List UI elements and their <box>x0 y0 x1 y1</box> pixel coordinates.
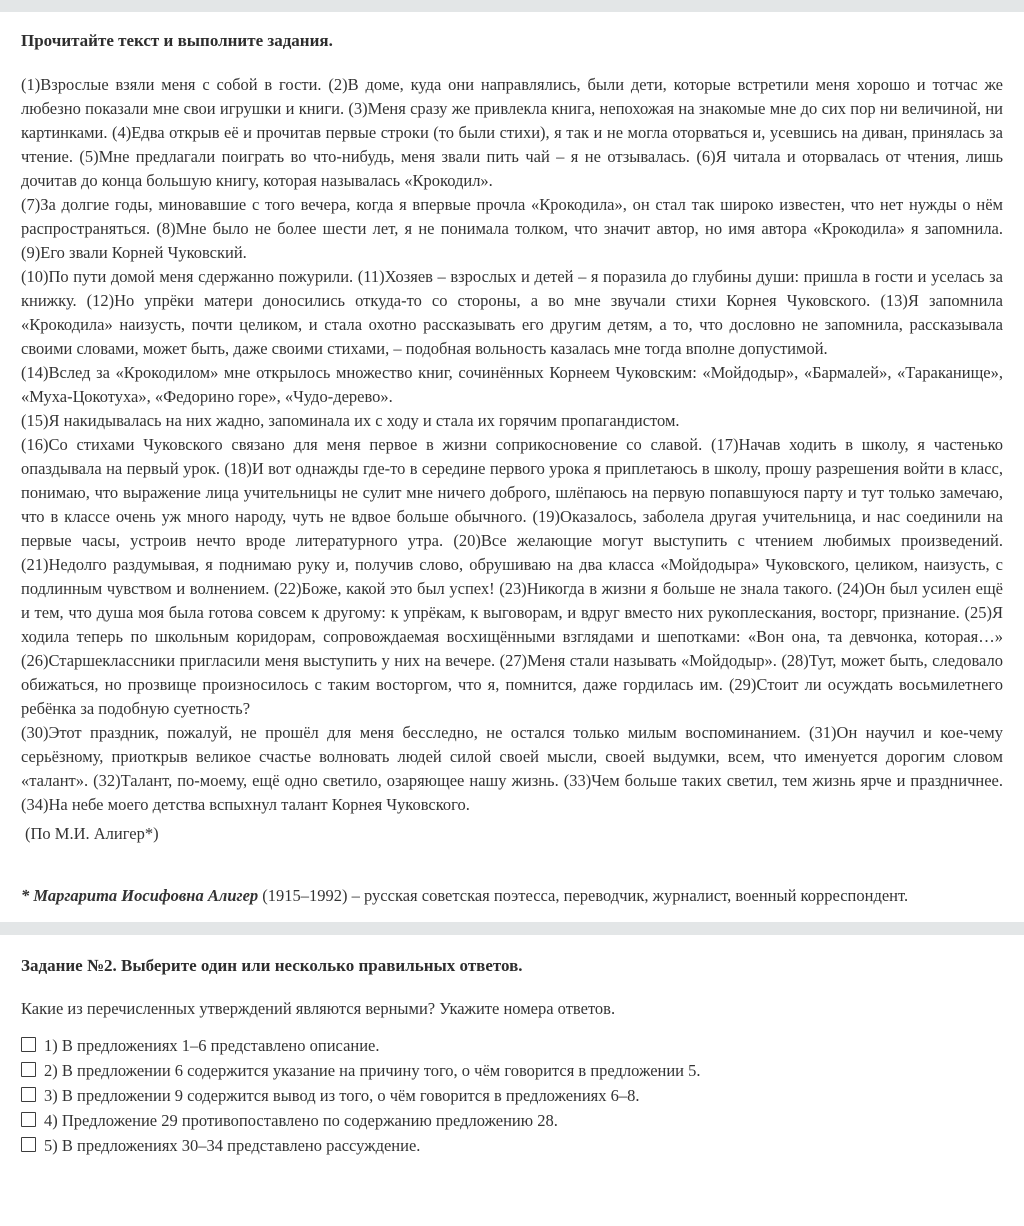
passage-paragraph-5: (15)Я накидывалась на них жадно, запоминала их с ходу и стала их горячим пропагандистом. <box>21 411 680 430</box>
passage-paragraph-7: (30)Этот праздник, пожалуй, не прошёл для меня бесследно, не остался только милым воспоминанием. (31)Он научил и кое-чему серьёзному, приоткрыв великое счастье волновать людей силой своей мысли, своей выдумки, всем, что именуется дорогим словом «талант». (32)Талант, по-моему, ещё одно светило, озаряющее нашу жизнь. (33)Чем больше таких светил, тем жизнь ярче и праздничнее. (34)На небе моего детства вспыхнул талант Корнея Чуковского. <box>21 723 1003 814</box>
checkbox-icon[interactable] <box>21 1112 36 1127</box>
passage-section <box>0 30 1024 922</box>
checkbox-icon[interactable] <box>21 1062 36 1077</box>
footnote-author: * Маргарита Иосифовна Алигер <box>21 886 259 905</box>
option-label-3: 3) В предложении 9 содержится вывод из того, о чём говорится в предложениях 6–8. <box>44 1086 640 1105</box>
passage-paragraph-2: (7)За долгие годы, миновавшие с того вечера, когда я впервые прочла «Крокодила», он стал так широко известен, что нет нужды о нём распространяться. (8)Мне было не более шести лет, я не понимала толком, что значит автор, но имя автора «Крокодила» я запомнила. (9)Его звали Корней Чуковский. <box>21 195 1003 262</box>
answer-option-3[interactable] <box>21 1085 1003 1106</box>
checkbox-icon[interactable] <box>21 1037 36 1052</box>
passage-instruction: Прочитайте текст и выполните задания. <box>21 31 333 50</box>
passage-attribution: (По М.И. Алигер*) <box>25 824 159 843</box>
footnote <box>21 884 1003 908</box>
section-divider <box>0 922 1024 935</box>
option-label-4: 4) Предложение 29 противопоставлено по содержанию предложению 28. <box>44 1111 558 1130</box>
passage-paragraph-3: (10)По пути домой меня сдержанно пожурили. (11)Хозяев – взрослых и детей – я поразила до глубины души: пришла в гости и уселась за книжку. (12)Но упрёки матери доносились откуда-то со стороны, а во мне звучали стихи Корнея Чуковского. (13)Я запомнила «Крокодила» наизусть, почти целиком, и стала охотно рассказывать его другим детям, а то, что дословно не запомнила, рассказывала своими словами, может быть, даже своими стихами, – подобная вольность казалась мне тогда вполне допустимой. <box>21 267 1003 358</box>
task-section <box>0 955 1024 1190</box>
answer-option-5[interactable] <box>21 1135 1003 1156</box>
top-strip <box>0 0 1024 12</box>
answer-option-1[interactable] <box>21 1035 1003 1056</box>
answer-option-4[interactable] <box>21 1110 1003 1131</box>
task-question: Какие из перечисленных утверждений являются верными? Укажите номера ответов. <box>21 999 616 1018</box>
passage-text <box>21 73 1003 846</box>
option-label-2: 2) В предложении 6 содержится указание на причину того, о чём говорится в предложении 5. <box>44 1061 701 1080</box>
passage-paragraph-6: (16)Со стихами Чуковского связано для меня первое в жизни соприкосновение со славой. (17)Начав ходить в школу, я частенько опаздывала на первый урок. (18)И вот однажды где-то в середине первого урока я приплетаюсь в школу, прошу разрешения войти в класс, понимаю, что выражение лица учительницы не сулит мне ничего доброго, шлёпаюсь на первую попавшуюся парту и тут только замечаю, что в классе очень уж много народу, чуть не вдвое больше обычного. (19)Оказалось, заболела другая учительница, и нас соединили на первые часы, устроив нечто вроде литературного утра. (20)Все желающие могут выступить с чтением любимых произведений. (21)Недолго раздумывая, я поднимаю руку и, получив слово, обрушиваю на два класса «Мойдодыра» Чуковского, целиком, наизусть, с подлинным чувством и волнением. (22)Боже, какой это был успех! (23)Никогда в жизни я больше не знала такого. (24)Он был усилен ещё и тем, что душа моя была готова совсем к другому: к упрёкам, к выговорам, и вдруг вместо них рукоплескания, восторг, признание. (25)Я ходила теперь по школьным коридорам, сопровождаемая восхищёнными взглядами и шепотками: «Вон она, та девчонка, которая…» (26)Старшеклассники пригласили меня выступить у них на вечере. (27)Меня стали называть «Мойдодыр». (28)Тут, может быть, следовало обижаться, но прозвище произносилось с таким восторгом, что я, помнится, даже гордилась им. (29)Стоит ли осуждать восьмилетнего ребёнка за подобную суетность? <box>21 435 1003 718</box>
footnote-description: (1915–1992) – русская советская поэтесса, переводчик, журналист, военный корреспондент. <box>258 886 909 905</box>
checkbox-icon[interactable] <box>21 1087 36 1102</box>
checkbox-icon[interactable] <box>21 1137 36 1152</box>
answer-option-2[interactable] <box>21 1060 1003 1081</box>
passage-paragraph-4: (14)Вслед за «Крокодилом» мне открылось множество книг, сочинённых Корнеем Чуковским: «Мойдодыр», «Бармалей», «Тараканище», «Муха-Цокотуха», «Федорино горе», «Чудо-дерево». <box>21 363 1003 406</box>
option-label-1: 1) В предложениях 1–6 представлено описание. <box>44 1036 380 1055</box>
option-label-5: 5) В предложениях 30–34 представлено рассуждение. <box>44 1136 421 1155</box>
answer-options <box>21 1035 1003 1156</box>
passage-paragraph-1: (1)Взрослые взяли меня с собой в гости. (2)В доме, куда они направлялись, были дети, которые встретили меня хорошо и тотчас же любезно показали мне свои игрушки и книги. (3)Меня сразу же привлекла книга, непохожая на знакомые мне до сих пор ни величиной, ни картинками. (4)Едва открыв её и прочитав первые строки (то были стихи), я так и не могла оторваться и, усевшись на диван, принялась за чтение. (5)Мне предлагали поиграть во что-нибудь, меня звали пить чай – я не отзывалась. (6)Я читала и оторвалась от чтения, лишь дочитав до конца большую книгу, которая называлась «Крокодил». <box>21 75 1003 190</box>
task-title: Задание №2. Выберите один или несколько правильных ответов. <box>21 956 523 975</box>
